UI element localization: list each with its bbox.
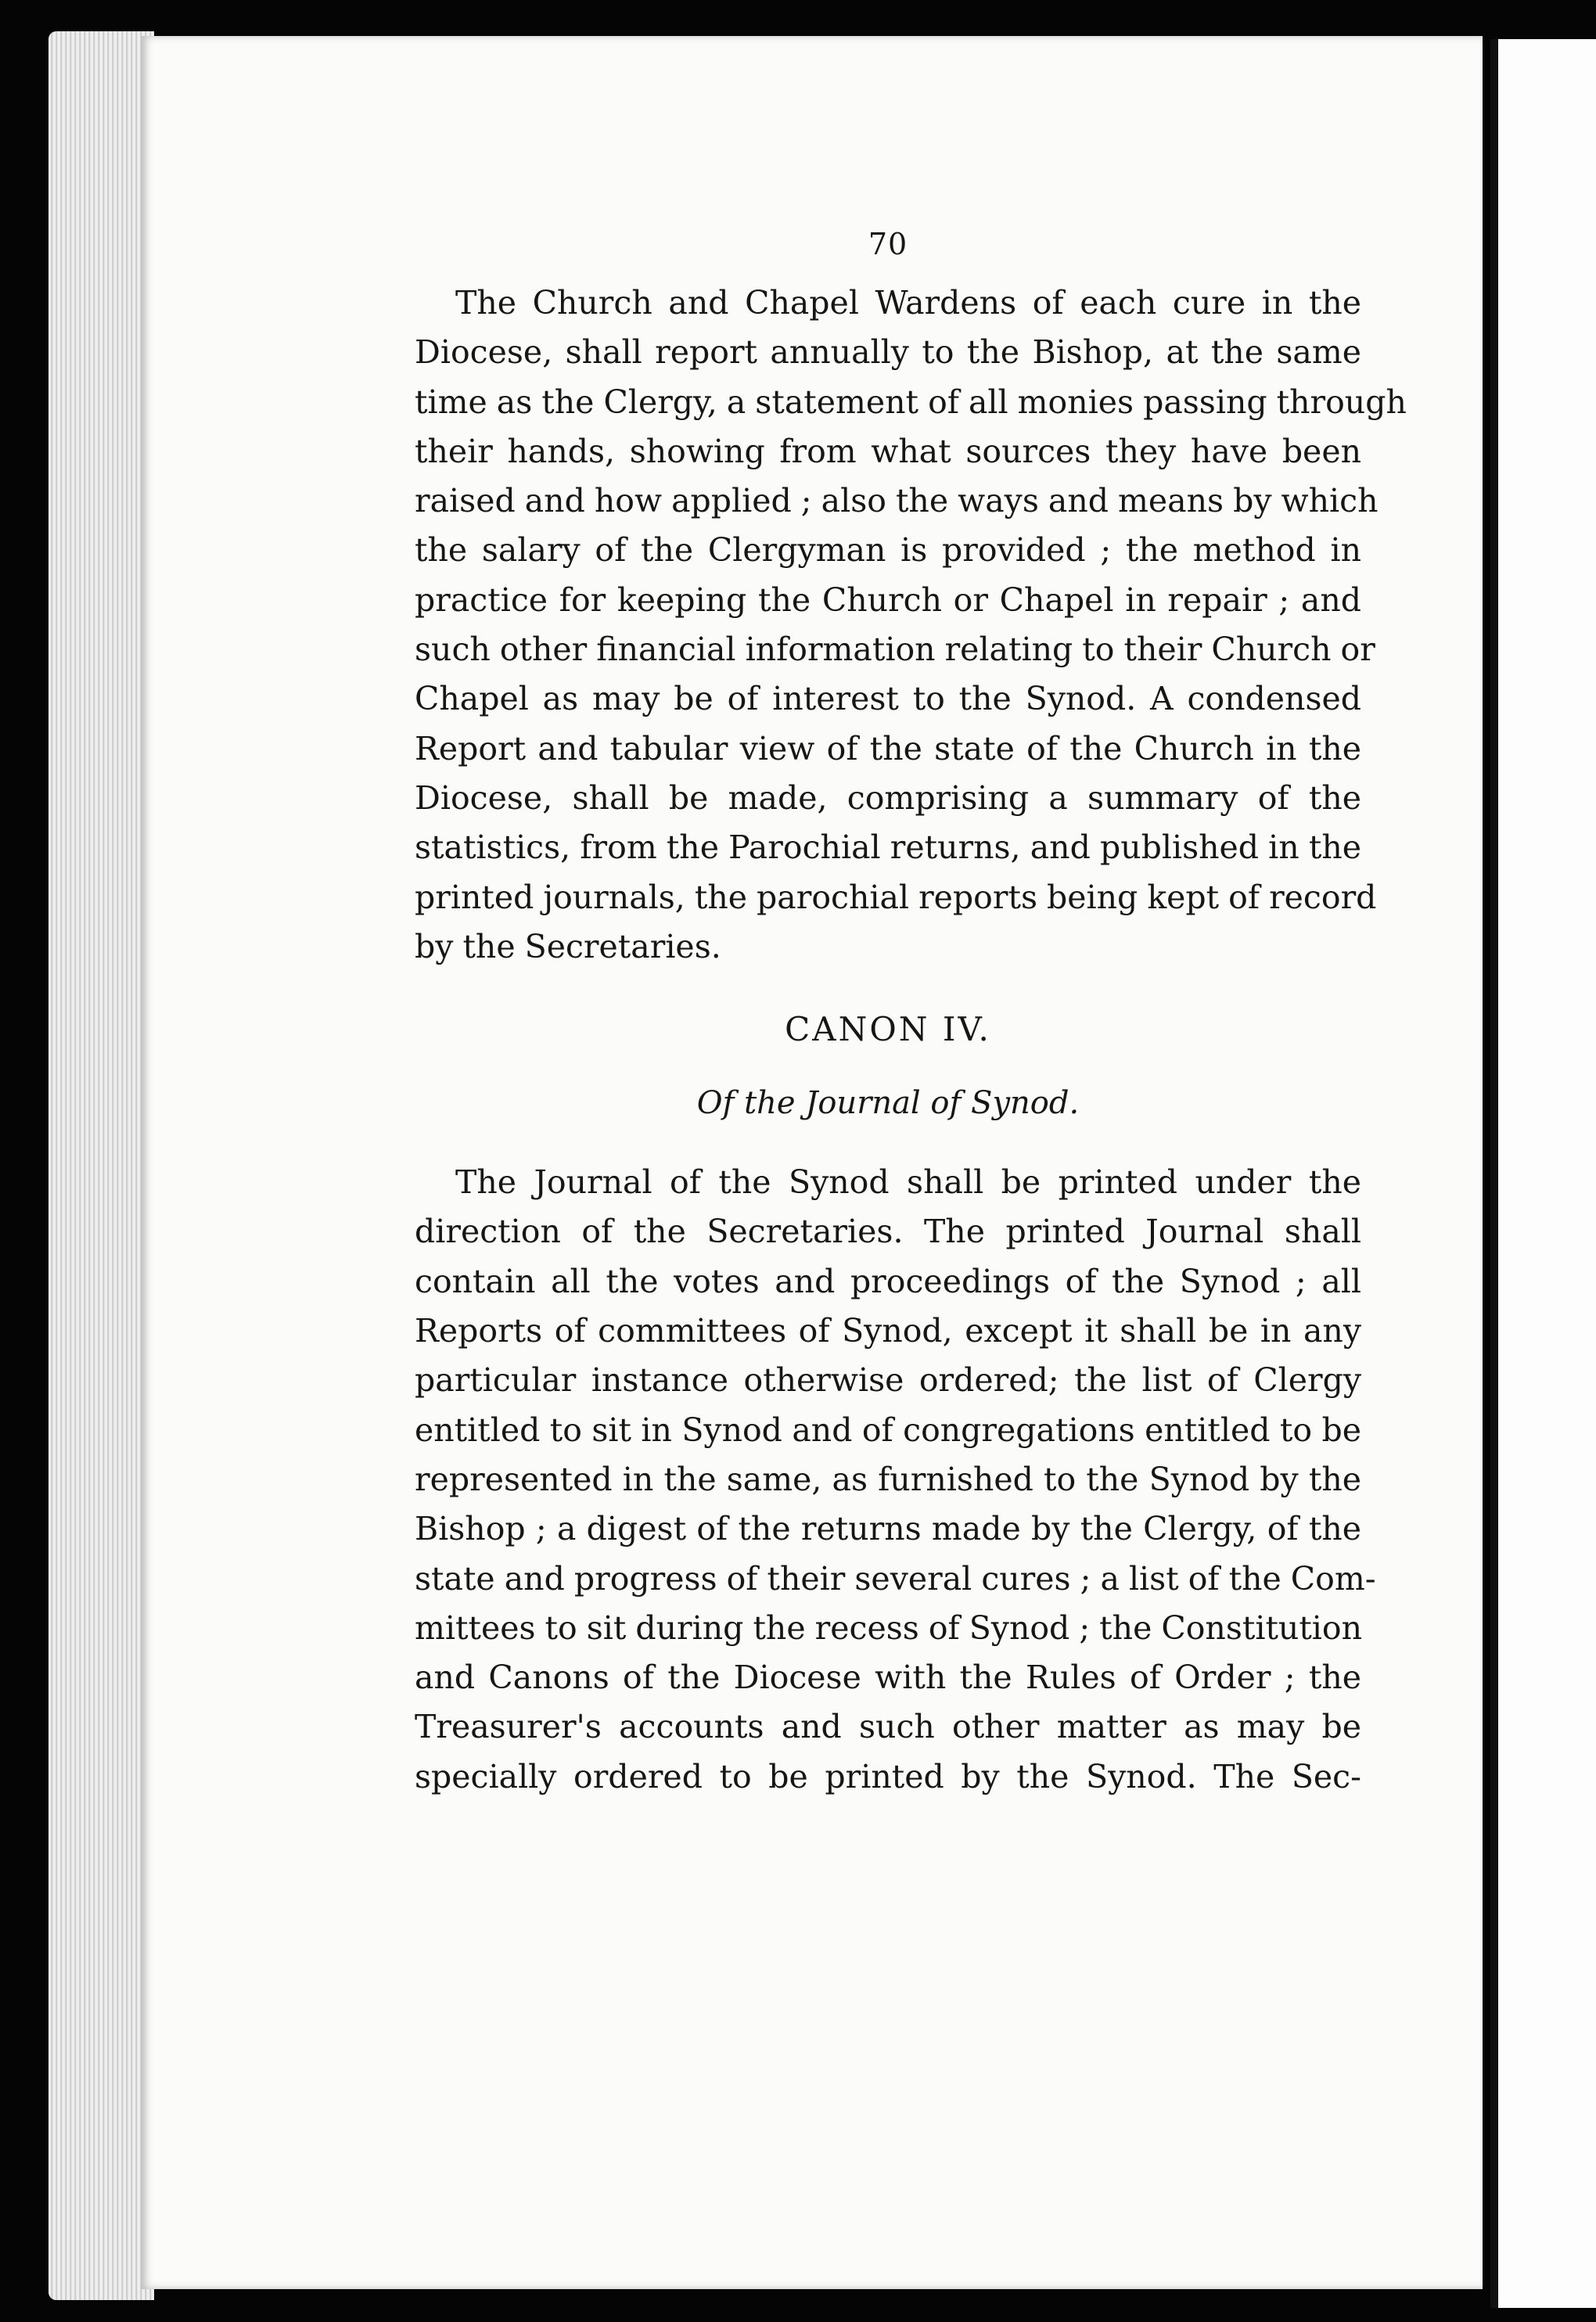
text-line: Report and tabular view of the state of the Church in the xyxy=(415,729,1361,767)
text-line: Diocese, shall be made, comprising a summary of the xyxy=(415,778,1361,817)
text-line: Chapel as may be of interest to the Synod. A condensed xyxy=(415,680,1361,718)
paragraph-journal-of-synod xyxy=(415,1158,1376,1802)
canon-subheading: Of the Journal of Synod. xyxy=(696,1085,1080,1122)
text-line: their hands, showing from what sources they have been xyxy=(415,432,1361,470)
book-page-edges xyxy=(49,31,154,2300)
text-line: and Canons of the Diocese with the Rules of Order ; the xyxy=(415,1659,1361,1697)
text-line: such other financial information relating to their Church or xyxy=(415,631,1375,669)
text-line: represented in the same, as furnished to the Synod by the xyxy=(415,1460,1361,1498)
canon-heading: CANON IV. xyxy=(785,1010,991,1049)
text-line: particular instance otherwise ordered; the list of Clergy xyxy=(415,1361,1361,1400)
text-line: time as the Clergy, a statement of all monies passing through xyxy=(415,383,1407,421)
text-line: practice for keeping the Church or Chapel in repair ; and xyxy=(415,580,1361,619)
text-line: contain all the votes and proceedings of the Synod ; all xyxy=(415,1262,1361,1300)
text-line: raised and how applied ; also the ways and means by which xyxy=(415,482,1379,520)
page-text xyxy=(415,227,1407,1802)
text-line: Reports of committees of Synod, except it shall be in any xyxy=(415,1312,1361,1350)
text-line: the salary of the Clergyman is provided ; the method in xyxy=(415,531,1361,570)
paragraph-wardens-report xyxy=(415,279,1407,972)
text-line: Bishop ; a digest of the returns made by the Clergy, of the xyxy=(415,1510,1361,1548)
text-line: by the Secretaries. xyxy=(415,927,721,965)
text-line: state and progress of their several cures ; a list of the Com- xyxy=(415,1559,1376,1598)
page-number: 70 xyxy=(868,227,908,261)
text-line: direction of the Secretaries. The printed Journal shall xyxy=(415,1213,1361,1251)
text-line: Treasurer's accounts and such other matter as may be xyxy=(415,1708,1361,1746)
text-line: statistics, from the Parochial returns, and published in the xyxy=(415,829,1361,867)
text-line: entitled to sit in Synod and of congregations entitled to be xyxy=(415,1411,1361,1449)
text-line: Diocese, shall report annually to the Bishop, at the same xyxy=(415,333,1361,372)
text-line: mittees to sit during the recess of Synod ; the Constitution xyxy=(415,1609,1363,1647)
facing-page-edge xyxy=(1490,39,1596,2308)
text-line: The Journal of the Synod shall be printed under the xyxy=(455,1163,1361,1202)
text-line: specially ordered to be printed by the Synod. The Sec- xyxy=(415,1757,1361,1795)
text-line: printed journals, the parochial reports being kept of record xyxy=(415,878,1377,916)
text-line: The Church and Chapel Wardens of each cure in the xyxy=(455,284,1361,322)
